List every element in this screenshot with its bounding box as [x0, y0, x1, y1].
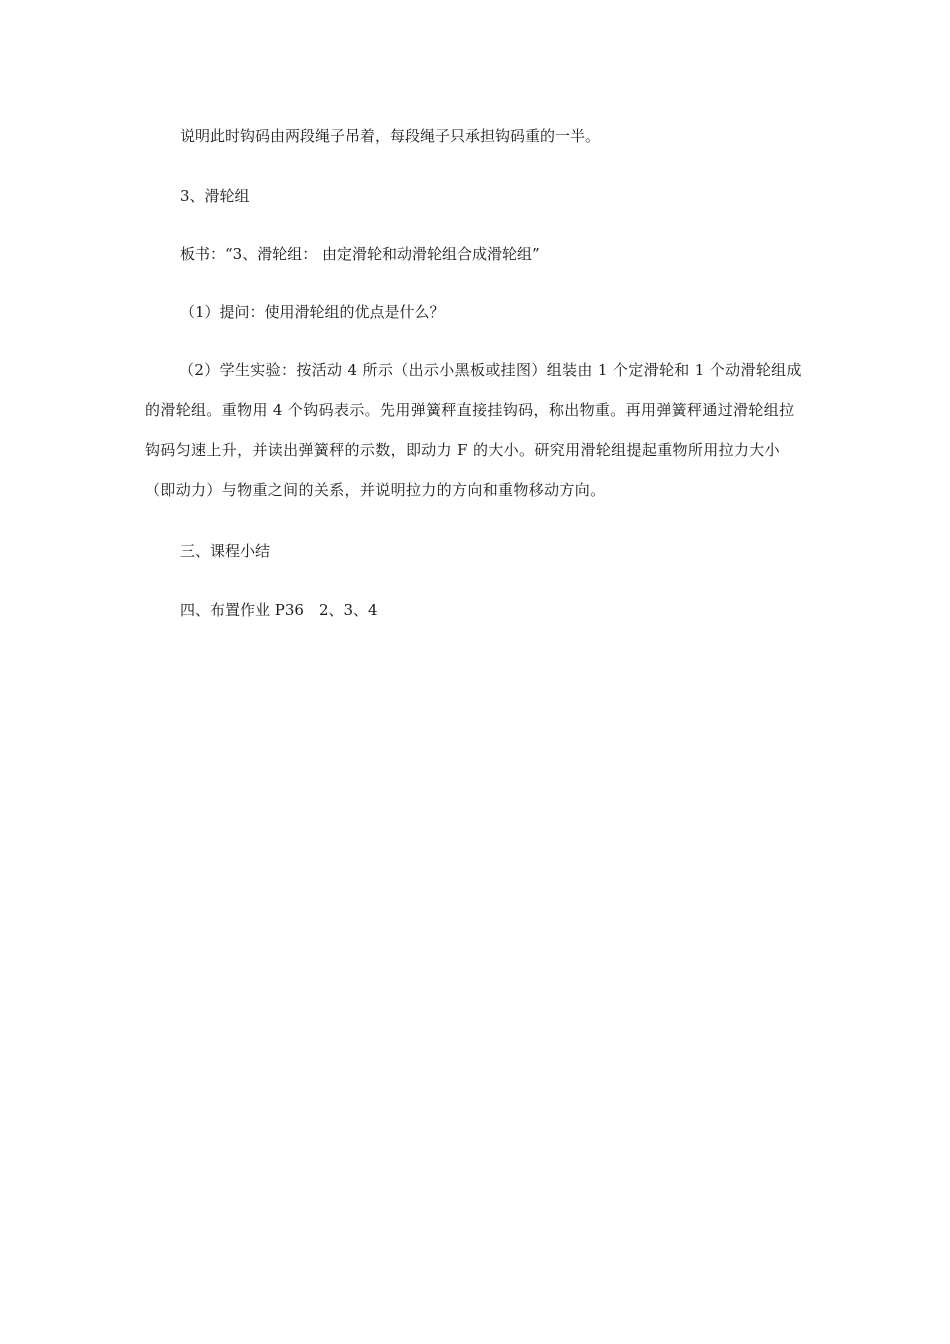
paragraph-hook-weight-explanation: 说明此时钩码由两段绳子吊着，每段绳子只承担钩码重的一半。: [180, 127, 601, 145]
paragraph-question: （1）提问：使用滑轮组的优点是什么？: [180, 303, 445, 321]
heading-pulley-block: 3、滑轮组: [180, 187, 250, 205]
heading-homework: 四、布置作业 P36 2、3、4: [180, 601, 378, 619]
paragraph-blackboard-note: 板书：“3、滑轮组： 由定滑轮和动滑轮组合成滑轮组”: [180, 245, 540, 263]
heading-course-summary: 三、课程小结: [180, 542, 271, 560]
paragraph-student-experiment: （2）学生实验：按活动 4 所示（出示小黑板或挂图）组装由 1 个定滑轮和 1 个动滑轮组成的滑轮组。重物用 4 个钩码表示。先用弹簧秤直接挂钩码，称出物重。再用弹簧秤通过滑轮组拉钩码匀速上升，并读出弹簧秤的示数，即动力 F 的大小。研究用滑轮组提起重物所用拉力大小（即动力）与物重之间的关系，并说明拉力的方向和重物移动方向。: [145, 361, 802, 499]
